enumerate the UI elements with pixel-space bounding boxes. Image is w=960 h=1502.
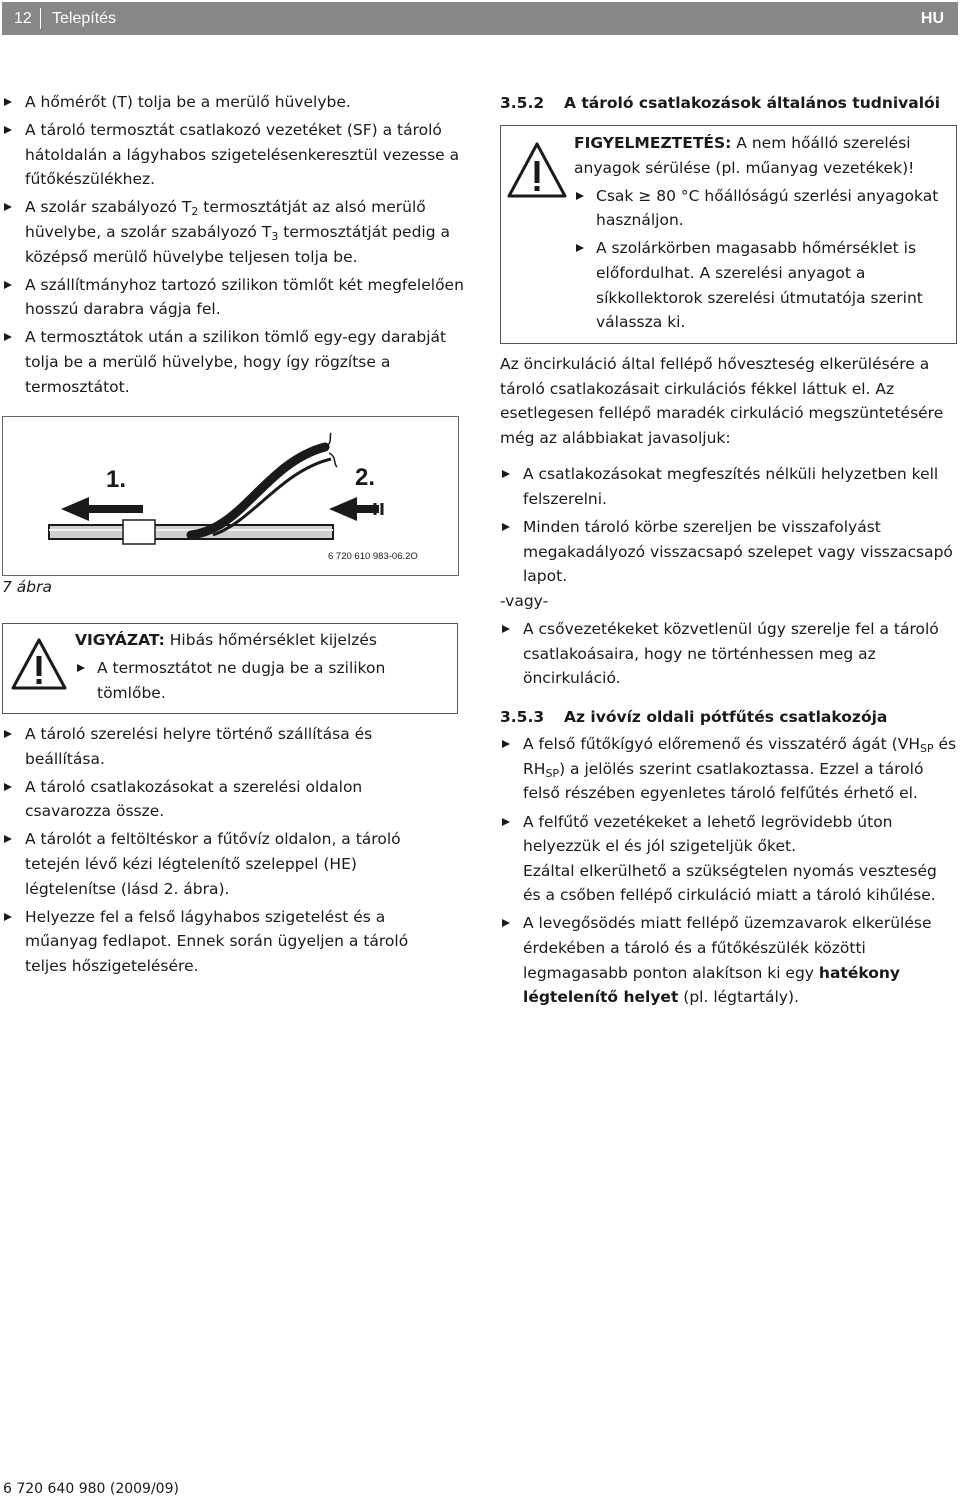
bullet-triangle-icon (576, 244, 584, 252)
caution-item: A termosztátot ne dugja be a szilikon tömlőbe. (75, 656, 445, 705)
list-item: A tárolót a feltöltéskor a fűtővíz oldalon, a tároló tetején lévő kézi légtelenítő szeleppel (HE) légtelenítse (lásd 2. ábra). (2, 827, 442, 901)
caution-heading: VIGYÁZAT: Hibás hőmérséklet kijelzés (75, 631, 377, 649)
figure-step-2: 2. (355, 464, 376, 491)
warning-triangle-icon (505, 140, 569, 202)
warning-triangle-icon (9, 636, 69, 694)
header-separator (40, 8, 41, 29)
warning-heading: FIGYELMEZTETÉS: A nem hőálló szerelési anyagok sérülése (pl. műanyag vezetékek)! (574, 134, 915, 177)
bullet-triangle-icon (4, 783, 12, 791)
arrow-left-1 (61, 497, 143, 521)
thermostat-hose-illustration (3, 417, 458, 575)
language-code: HU (920, 10, 944, 27)
section-3-5-2-heading: 3.5.2 A tároló csatlakozások általános tudnivalói (500, 94, 941, 112)
bullet-triangle-icon (4, 913, 12, 921)
bullet-triangle-icon (502, 625, 510, 633)
list-item: A felfűtő vezetékeket a lehető legrövidebb úton helyezzük el és jól szigeteljük őket. Ezáltal elkerülhető a szükségtelen nyomás veszteség és a csőben fellépő cirkuláció miatt a tároló kihűlése. (500, 810, 958, 908)
list-item: A termosztátok után a szilikon tömlő egy-egy darabját tolja be a merülő hüvelybe, hogy így rögzítse a termosztátot. (2, 325, 464, 399)
right-body (500, 352, 958, 1010)
list-item: A tároló termosztát csatlakozó vezetéket (SF) a tároló hátoldalán a lágyhabos szigetelésenkeresztül vezesse a fűtőkészülékhez. (2, 118, 464, 192)
bullet-triangle-icon (502, 740, 510, 748)
page-number: 12 (14, 10, 32, 27)
document-code: 6 720 640 980 (2009/09) (3, 1481, 179, 1497)
bullet-triangle-icon (4, 333, 12, 341)
caution-box (2, 623, 458, 714)
list-item: A levegősödés miatt fellépő üzemzavarok elkerülése érdekében a tároló és a fűtőkészülék közötti legmagasabb ponton alakítson ki egy hatékony légtelenítő helyet (pl. légtartály). (500, 911, 958, 1009)
bullet-triangle-icon (77, 664, 85, 672)
figure-step-1: 1. (106, 466, 127, 493)
list-item: A felső fűtőkígyó előremenő és visszatérő ágát ($VH_{SP}$ és $RH_{SP}$) a jelölés szerint csatlakoztassa. Ezzel a tároló felső részében egyenletes tároló felfűtés érhető el. (500, 732, 958, 806)
bullet-triangle-icon (4, 126, 12, 134)
bullet-triangle-icon (502, 523, 510, 531)
list-item: Helyezze fel a felső lágyhabos szigetelést és a műanyag fedlapot. Ennek során ügyeljen a tároló teljes hőszigetelésére. (2, 905, 442, 979)
circulation-paragraph: Az öncirkuláció által fellépő hőveszteség elkerülésére a tároló csatlakozásait cirkulációs fékkel láttuk el. Az esetlegesen fellépő maradék cirkuláció megszüntetésére még az alábbiakat javasoljuk: (500, 355, 944, 447)
bullet-triangle-icon (4, 98, 12, 106)
bullet-triangle-icon (502, 919, 510, 927)
warning-item: Csak ≥ 80 °C hőállóságú szerlési anyagokat használjon. (574, 184, 946, 233)
warning-box (500, 125, 957, 344)
arrow-left-2 (329, 497, 379, 521)
left-steps-list (2, 722, 442, 978)
bullet-triangle-icon (576, 192, 584, 200)
bullet-triangle-icon (4, 835, 12, 843)
list-item: A tároló szerelési helyre történő szállítása és beállítása. (2, 722, 442, 771)
list-item: A csővezetékeket közvetlenül úgy szerelje fel a tároló csatlakoásaira, hogy ne történhessen meg az öncirkuláció. (500, 617, 958, 691)
list-item: A szolár szabályozó $T_2$ termosztátját az alsó merülő hüvelybe, a szolár szabályozó $T_3$ termosztátját pedig a középső merülő hüvelybe teljesen tolja be. (2, 195, 464, 269)
list-item: Minden tároló körbe szereljen be visszafolyást megakadályozó visszacsapó szelepet vagy visszacsapó lapot. (500, 515, 958, 589)
figure-code: 6 720 610 983-06.2O (328, 551, 418, 562)
bullet-triangle-icon (502, 470, 510, 478)
bullet-triangle-icon (4, 281, 12, 289)
left-intro-list (2, 90, 464, 399)
list-item: A csatlakozásokat megfeszítés nélküli helyzetben kell felszerelni. (500, 462, 958, 511)
figure-7 (2, 416, 459, 576)
section-3-5-3-heading: 3.5.3 Az ivóvíz oldali pótfűtés csatlakozója (500, 707, 888, 726)
bullet-triangle-icon (4, 203, 12, 211)
warning-item: A szolárkörben magasabb hőmérséklet is előfordulhat. A szerelési anyagot a síkkollektorok szerelési útmutatója szerint válassza ki. (574, 236, 946, 334)
bullet-triangle-icon (502, 818, 510, 826)
bullet-triangle-icon (4, 730, 12, 738)
list-item: A tároló csatlakozásokat a szerelési oldalon csavarozza össze. (2, 775, 442, 824)
list-item: A szállítmányhoz tartozó szilikon tömlőt két megfelelően hosszú darabra vágja fel. (2, 273, 464, 322)
page-header (2, 2, 958, 35)
section-title: Telepítés (52, 10, 117, 27)
list-item: A hőmérőt (T) tolja be a merülő hüvelybe. (2, 90, 464, 115)
or-separator: -vagy- (500, 591, 549, 610)
figure-caption: 7 ábra (2, 578, 52, 596)
